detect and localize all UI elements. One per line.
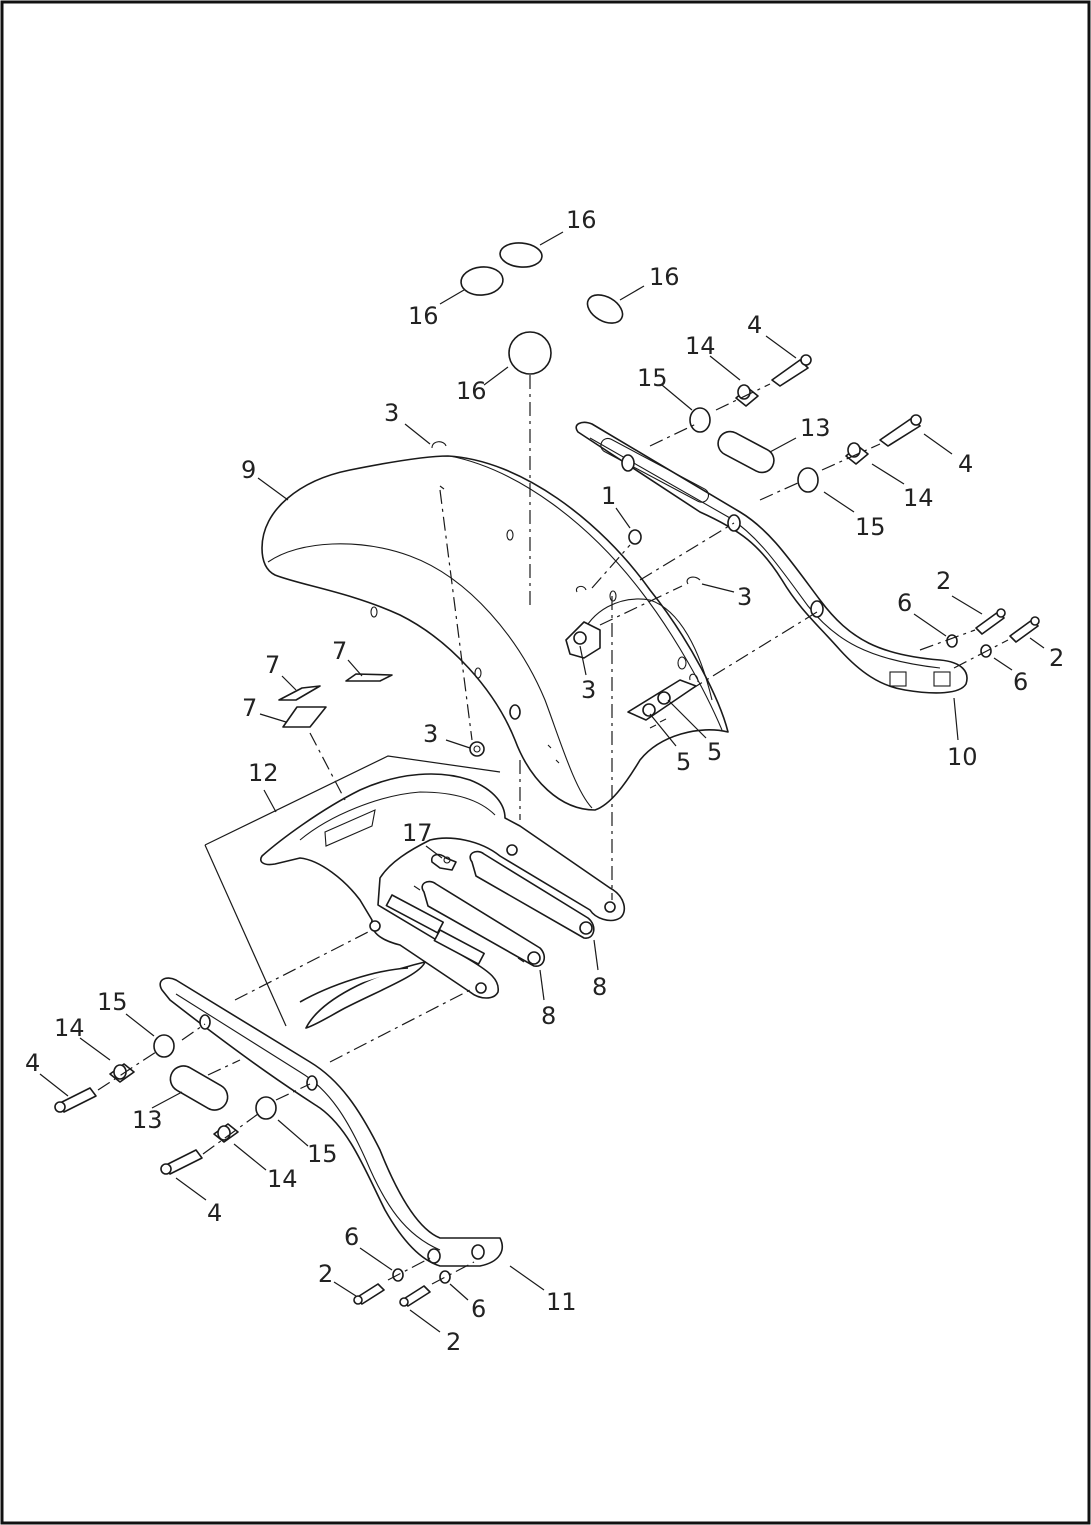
callout-6: 6 — [344, 1223, 360, 1251]
callout-1: 1 — [601, 482, 617, 510]
left-hardware — [55, 1035, 450, 1306]
callout-14: 14 — [267, 1165, 298, 1193]
callout-5: 5 — [707, 738, 723, 766]
callout-6: 6 — [471, 1295, 487, 1323]
callout-8: 8 — [592, 973, 608, 1001]
callout-4: 4 — [958, 450, 974, 478]
callout-12: 12 — [248, 759, 279, 787]
callout-14: 14 — [685, 332, 716, 360]
callout-16: 16 — [456, 377, 487, 405]
callout-3: 3 — [737, 583, 753, 611]
callout-10: 10 — [947, 743, 978, 771]
callout-15: 15 — [855, 513, 886, 541]
callout-8: 8 — [541, 1002, 557, 1030]
plug-caps — [460, 241, 628, 374]
callout-6: 6 — [897, 589, 913, 617]
callout-6: 6 — [1013, 668, 1029, 696]
callout-2: 2 — [936, 567, 952, 595]
callout-14: 14 — [903, 484, 934, 512]
rear-fender — [262, 456, 728, 810]
callout-11: 11 — [546, 1288, 577, 1316]
callout-4: 4 — [207, 1199, 223, 1227]
warning-labels — [279, 674, 392, 727]
callout-5: 5 — [676, 748, 692, 776]
callout-16: 16 — [408, 302, 439, 330]
callout-2: 2 — [318, 1260, 334, 1288]
callout-15: 15 — [637, 364, 668, 392]
callout-13: 13 — [800, 414, 831, 442]
callout-2: 2 — [446, 1328, 462, 1356]
callout-17: 17 — [402, 819, 433, 847]
callout-4: 4 — [747, 311, 763, 339]
callout-7: 7 — [332, 637, 348, 665]
callout-4: 4 — [25, 1049, 41, 1077]
callout-7: 7 — [265, 651, 281, 679]
callout-16: 16 — [649, 263, 680, 291]
callout-7: 7 — [242, 694, 258, 722]
callout-3: 3 — [581, 676, 597, 704]
callout-3: 3 — [423, 720, 439, 748]
callout-3: 3 — [384, 399, 400, 427]
callout-2: 2 — [1049, 644, 1065, 672]
callout-13: 13 — [132, 1106, 163, 1134]
callout-15: 15 — [307, 1140, 338, 1168]
right-lower-hardware — [947, 609, 1039, 657]
callout-14: 14 — [54, 1014, 85, 1042]
wire-clip — [432, 855, 456, 870]
callout-15: 15 — [97, 988, 128, 1016]
callout-9: 9 — [241, 456, 257, 484]
callout-16: 16 — [566, 206, 597, 234]
